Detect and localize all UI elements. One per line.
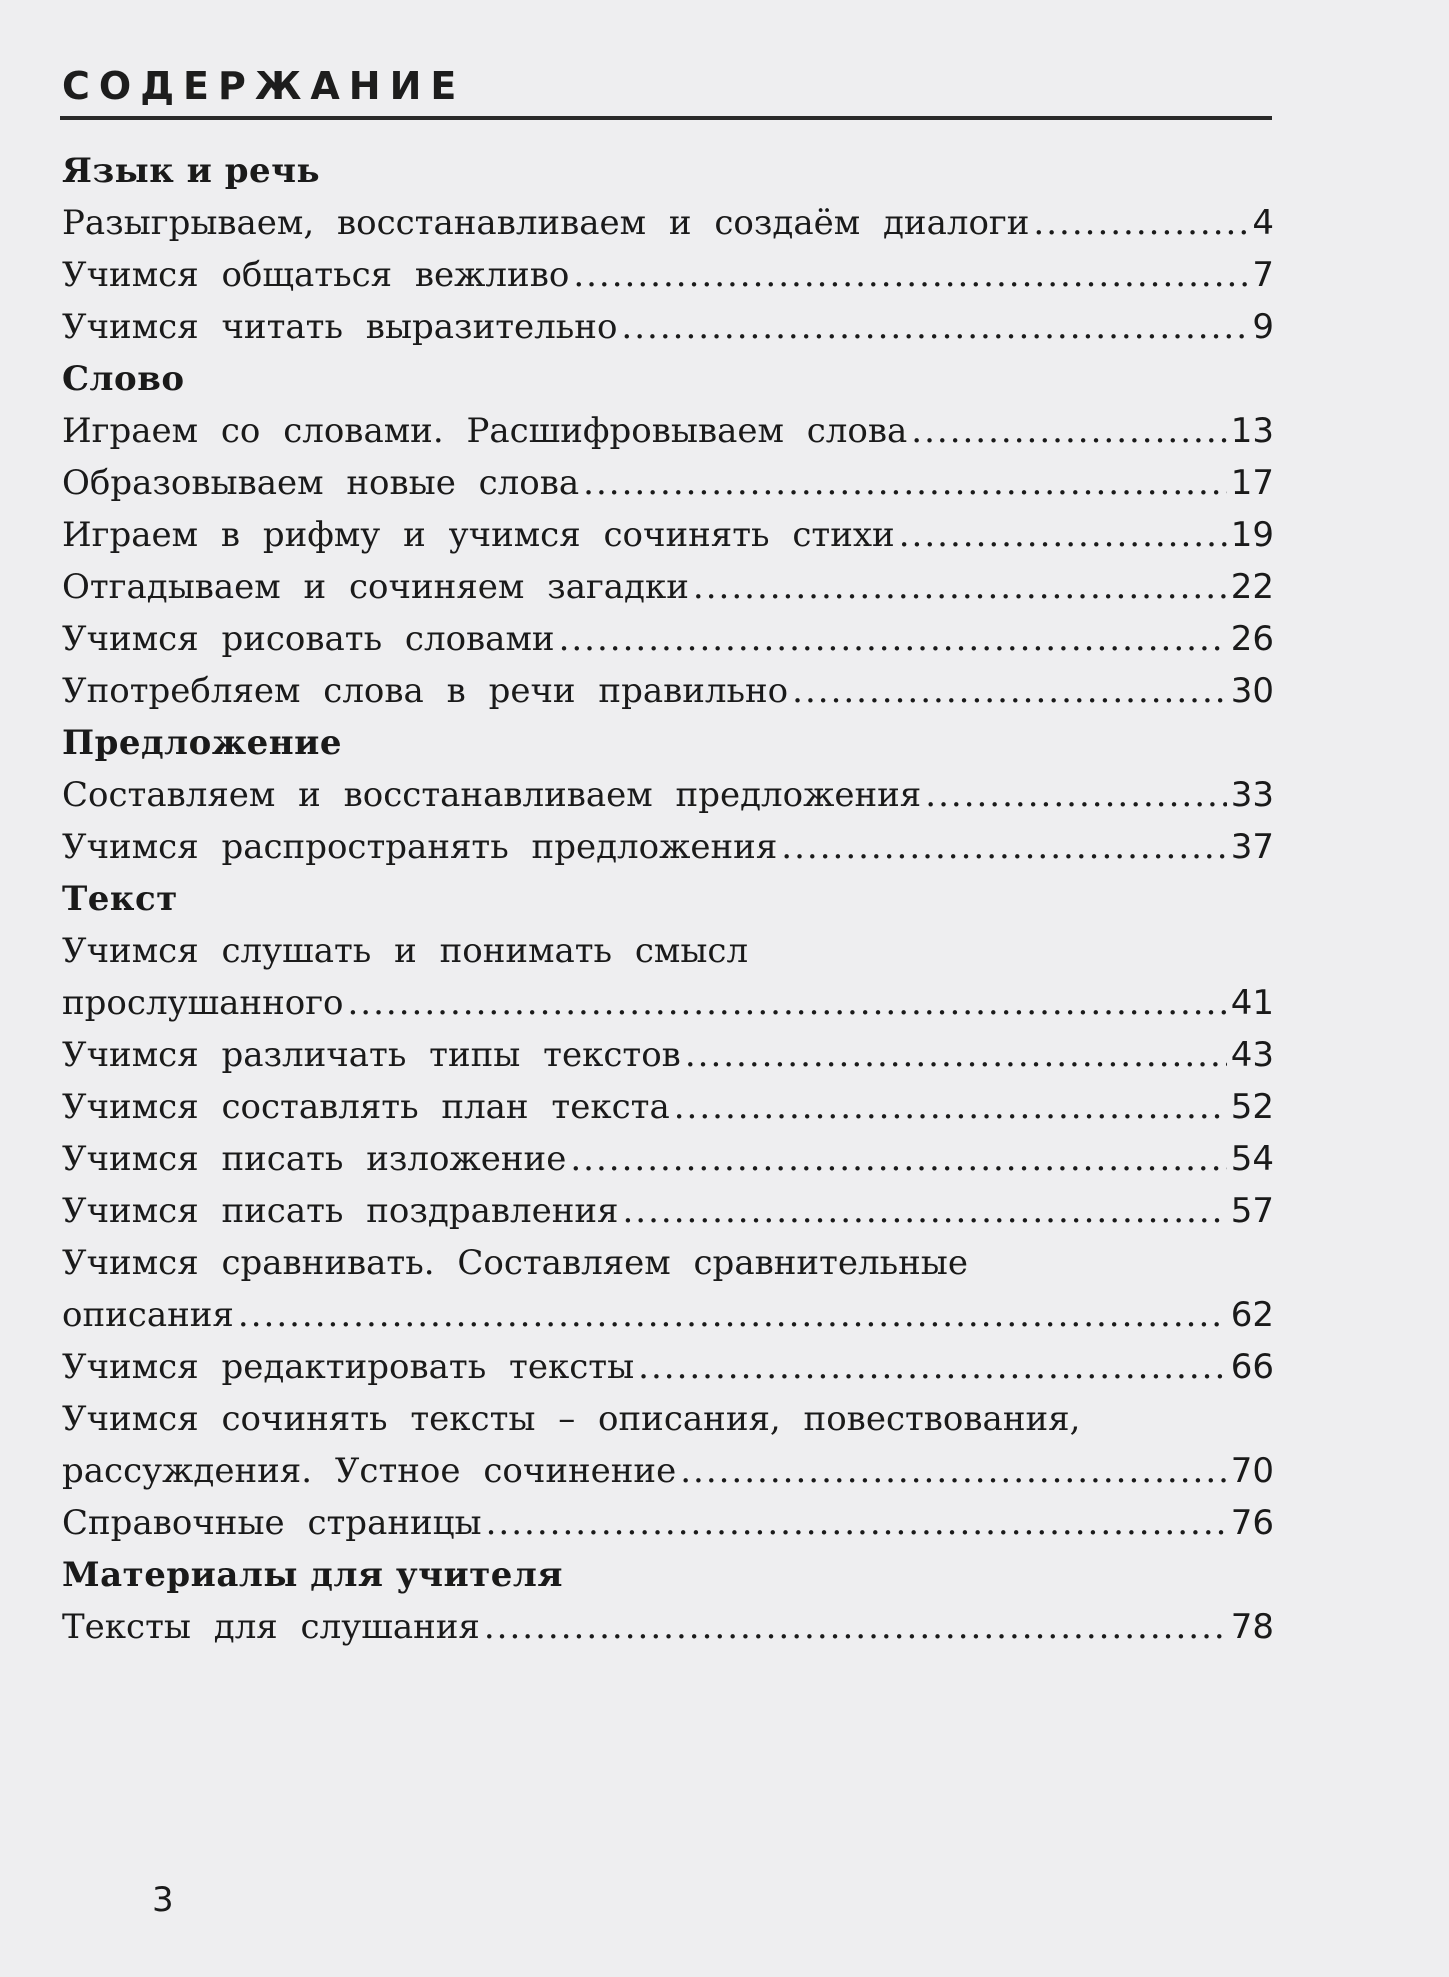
section-heading-language: Язык и речь — [62, 151, 321, 191]
toc-entry[interactable] — [62, 977, 1274, 1029]
toc-entry[interactable] — [62, 1185, 1274, 1237]
toc-entry[interactable] — [62, 301, 1274, 353]
toc-entry-first-line: Учимся сравнивать. Составляем сравнительные — [62, 1243, 968, 1283]
toc-entry-page: 13 — [1230, 411, 1274, 451]
toc-entry[interactable] — [62, 249, 1274, 301]
toc-entry-page: 76 — [1230, 1503, 1274, 1543]
toc-entry-page: 30 — [1230, 671, 1274, 711]
dot-leader — [348, 977, 1227, 1029]
dot-leader — [621, 301, 1248, 353]
toc-entry-page: 78 — [1230, 1607, 1274, 1647]
toc-entry[interactable] — [62, 1445, 1274, 1497]
dot-leader — [486, 1497, 1227, 1549]
toc-entry-page: 19 — [1230, 515, 1274, 555]
toc-entry[interactable] — [62, 1289, 1274, 1341]
toc-entry-first-line: Учимся сочинять тексты – описания, повествования, — [62, 1399, 1081, 1439]
dot-leader — [781, 821, 1226, 873]
toc-entry-page: 62 — [1230, 1295, 1274, 1335]
toc-entry-label: Тексты для слушания — [62, 1607, 480, 1647]
toc-entry-page: 66 — [1230, 1347, 1274, 1387]
toc-entry-label: Учимся различать типы текстов — [62, 1035, 681, 1075]
toc-entry-page: 17 — [1230, 463, 1274, 503]
toc-entry-page: 52 — [1230, 1087, 1274, 1127]
toc-entry[interactable] — [62, 561, 1274, 613]
toc-entry-label: Отгадываем и сочиняем загадки — [62, 567, 689, 607]
toc-entry[interactable] — [62, 821, 1274, 873]
dot-leader — [484, 1601, 1227, 1653]
toc-entry[interactable] — [62, 1601, 1274, 1653]
toc-entry-first-line: Учимся слушать и понимать смысл — [62, 931, 749, 971]
toc-entry-label: Образовываем новые слова — [62, 463, 580, 503]
dot-leader — [899, 509, 1227, 561]
toc-entry-page: 41 — [1230, 983, 1274, 1023]
section-heading-word: Слово — [62, 359, 185, 399]
dot-leader — [680, 1445, 1227, 1497]
dot-leader — [674, 1081, 1227, 1133]
toc-entry-page: 70 — [1230, 1451, 1274, 1491]
toc-entry-label: Учимся писать поздравления — [62, 1191, 619, 1231]
toc-entry[interactable] — [62, 665, 1274, 717]
dot-leader — [685, 1029, 1227, 1081]
dot-leader — [573, 249, 1248, 301]
toc-entry-page: 26 — [1230, 619, 1274, 659]
dot-leader — [238, 1289, 1227, 1341]
toc-entry-label: Учимся читать выразительно — [62, 307, 618, 347]
toc-entry-label: прослушанного — [62, 983, 344, 1023]
toc-entry-label: описания — [62, 1295, 234, 1335]
toc-entry-label: Составляем и восстанавливаем предложения — [62, 775, 922, 815]
toc-entry[interactable] — [62, 1341, 1274, 1393]
toc-entry[interactable] — [62, 769, 1274, 821]
toc-entry-page: 54 — [1230, 1139, 1274, 1179]
toc-entry-page: 7 — [1252, 255, 1274, 295]
toc-entry-label: Употребляем слова в речи правильно — [62, 671, 789, 711]
dot-leader — [570, 1133, 1226, 1185]
toc-entry[interactable] — [62, 509, 1274, 561]
dot-leader — [693, 561, 1227, 613]
table-of-contents — [62, 145, 1274, 1653]
dot-leader — [638, 1341, 1227, 1393]
toc-entry-label: Учимся распространять предложения — [62, 827, 778, 867]
toc-entry[interactable] — [62, 405, 1274, 457]
dot-leader — [623, 1185, 1227, 1237]
page-title: СОДЕРЖАНИЕ — [62, 64, 466, 108]
section-heading-teacher-materials: Материалы для учителя — [62, 1555, 564, 1595]
toc-entry-label: Разыгрываем, восстанавливаем и создаём диалоги — [62, 203, 1030, 243]
section-heading-sentence: Предложение — [62, 723, 343, 763]
toc-entry-label: Учимся рисовать словами — [62, 619, 555, 659]
toc-entry-label: Учимся общаться вежливо — [62, 255, 570, 295]
toc-entry-page: 37 — [1230, 827, 1274, 867]
toc-entry[interactable] — [62, 197, 1274, 249]
toc-entry[interactable] — [62, 1029, 1274, 1081]
dot-leader — [559, 613, 1227, 665]
toc-entry-page: 4 — [1252, 203, 1274, 243]
toc-entry-page: 43 — [1230, 1035, 1274, 1075]
toc-entry-label: Учимся составлять план текста — [62, 1087, 670, 1127]
dot-leader — [792, 665, 1227, 717]
toc-entry-page: 9 — [1252, 307, 1274, 347]
dot-leader — [925, 769, 1226, 821]
toc-entry[interactable] — [62, 613, 1274, 665]
toc-entry[interactable] — [62, 457, 1274, 509]
toc-entry[interactable] — [62, 1497, 1274, 1549]
toc-entry[interactable] — [62, 1081, 1274, 1133]
toc-entry-page: 33 — [1230, 775, 1274, 815]
title-rule — [60, 116, 1272, 120]
toc-entry-label: Играем в рифму и учимся сочинять стихи — [62, 515, 895, 555]
dot-leader — [911, 405, 1226, 457]
dot-leader — [583, 457, 1227, 509]
toc-entry-label: Учимся редактировать тексты — [62, 1347, 635, 1387]
dot-leader — [1033, 197, 1248, 249]
toc-entry-label: рассуждения. Устное сочинение — [62, 1451, 677, 1491]
toc-entry-label: Учимся писать изложение — [62, 1139, 567, 1179]
toc-entry-label: Справочные страницы — [62, 1503, 482, 1543]
toc-entry[interactable] — [62, 1133, 1274, 1185]
toc-entry-label: Играем со словами. Расшифровываем слова — [62, 411, 908, 451]
page-number: 3 — [152, 1880, 174, 1920]
toc-entry-page: 22 — [1230, 567, 1274, 607]
toc-entry-page: 57 — [1230, 1191, 1274, 1231]
section-heading-text: Текст — [62, 879, 178, 919]
